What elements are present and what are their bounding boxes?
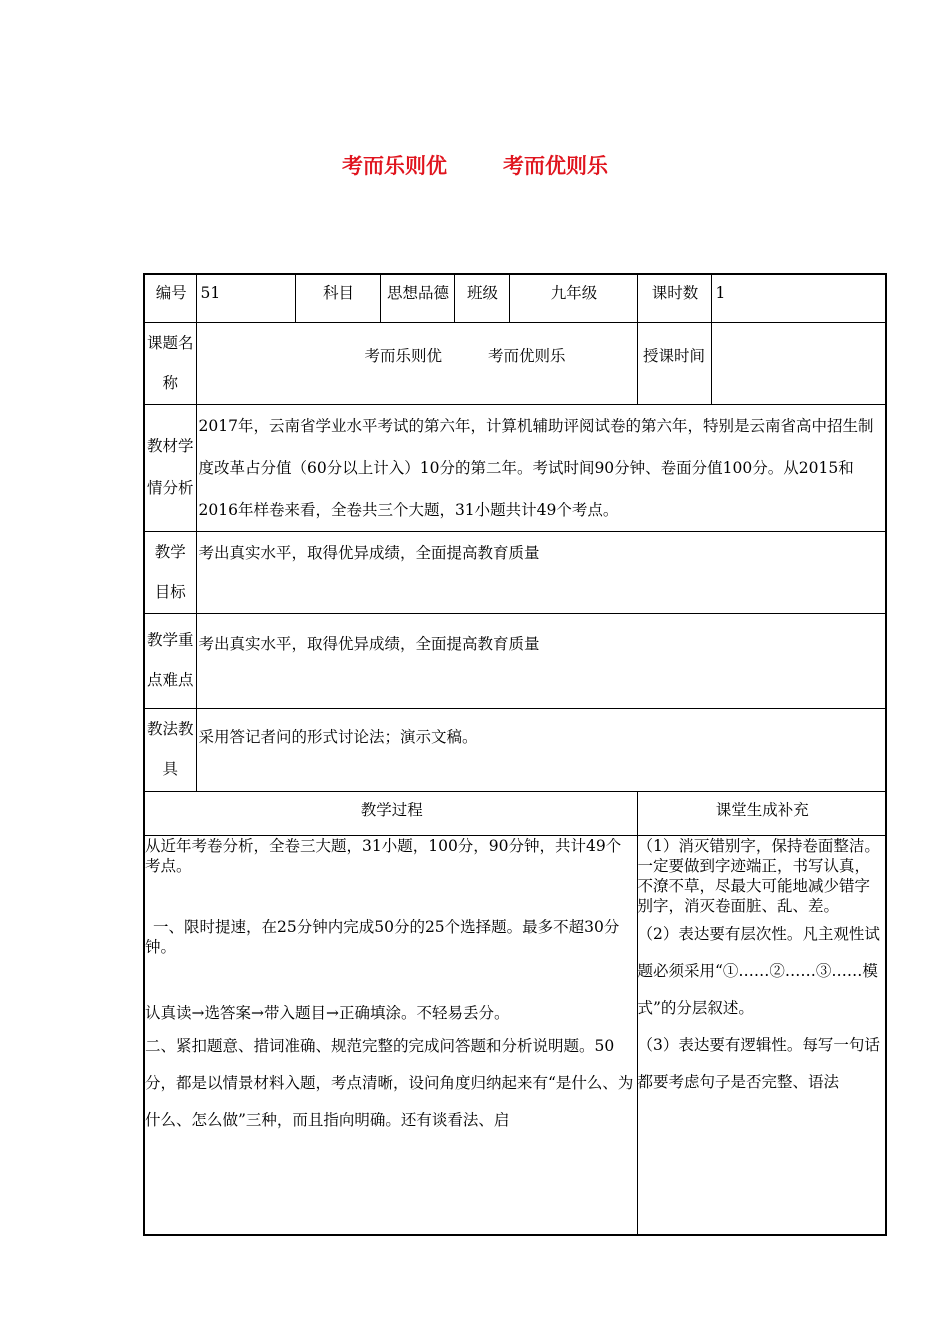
process-content [144, 835, 637, 1235]
value-banji: 九年级 [509, 274, 637, 322]
label-keshi: 课时数 [637, 274, 711, 322]
row-goal [144, 531, 886, 613]
label-bianhao: 编号 [144, 274, 196, 322]
label-topic: 课题名 称 [144, 322, 196, 404]
lesson-plan-table [143, 273, 887, 1236]
label-kemu: 科目 [295, 274, 380, 322]
value-goal: 考出真实水平，取得优异成绩，全面提高教育质量 [196, 531, 886, 613]
label-key-points: 教学重 点难点 [144, 613, 196, 708]
title-right: 考而优则乐 [503, 154, 608, 178]
supplement-content [637, 835, 886, 1235]
topic-a: 考而乐则优 [364, 346, 443, 365]
header-process: 教学过程 [144, 791, 637, 835]
row-content [144, 835, 886, 1235]
supplement-para-1: （1）消灭错别字，保持卷面整洁。一定要做到字迹端正，书写认真，不潦不草，尽最大可能地减少错字别字，消灭卷面脏、乱、差。 [637, 836, 880, 915]
row-analysis [144, 404, 886, 531]
value-kemu: 思想品德 [380, 274, 454, 322]
row-key-points [144, 613, 886, 708]
value-methods: 采用答记者问的形式讨论法；演示文稿。 [196, 708, 886, 791]
label-banji: 班级 [454, 274, 509, 322]
row-methods [144, 708, 886, 791]
document-title [0, 150, 950, 180]
row-topic [144, 322, 886, 404]
row-header [144, 791, 886, 835]
value-keshi: 1 [711, 274, 886, 322]
value-analysis: 2017年，云南省学业水平考试的第六年，计算机辅助评阅试卷的第六年，特别是云南省高中招生制度改革占分值（60分以上计入）10分的第二年。考试时间90分钟、卷面分值100分。从2015和2016年样卷来看，全卷共三个大题，31小题共计49个考点。 [196, 404, 886, 531]
label-goal: 教学 目标 [144, 531, 196, 613]
label-analysis: 教材学 情分析 [144, 404, 196, 531]
process-para-4: 二、紧扣题意、措词准确、规范完整的完成问答题和分析说明题。50分，都是以情景材料入题，考点清晰，设问角度归纳起来有“是什么、为什么、怎么做”三种，而且指向明确。还有谈看法、启 [145, 1036, 634, 1129]
value-bianhao: 51 [196, 274, 295, 322]
title-left: 考而乐则优 [342, 154, 447, 178]
label-time: 授课时间 [637, 322, 711, 404]
value-topic [196, 322, 637, 404]
process-para-1: 从近年考卷分析，全卷三大题，31小题，100分，90分钟，共计49个考点。 [145, 836, 622, 875]
value-key-points: 考出真实水平，取得优异成绩，全面提高教育质量 [196, 613, 886, 708]
row-basic-info [144, 274, 886, 322]
topic-b: 考而优则乐 [488, 346, 566, 365]
process-para-2: 一、限时提速，在25分钟内完成50分的25个选择题。最多不超30分钟。 [145, 917, 620, 956]
supplement-para-2: （2）表达要有层次性。凡主观性试题必须采用“①……②……③……模式”的分层叙述。 [637, 924, 880, 1017]
supplement-para-3: （3）表达要有逻辑性。每写一句话都要考虑句子是否完整、语法 [637, 1035, 880, 1091]
header-supplement: 课堂生成补充 [637, 791, 886, 835]
label-methods: 教法教 具 [144, 708, 196, 791]
value-time [711, 322, 886, 404]
process-para-3: 认真读→选答案→带入题目→正确填涂。不轻易丢分。 [145, 1003, 510, 1022]
